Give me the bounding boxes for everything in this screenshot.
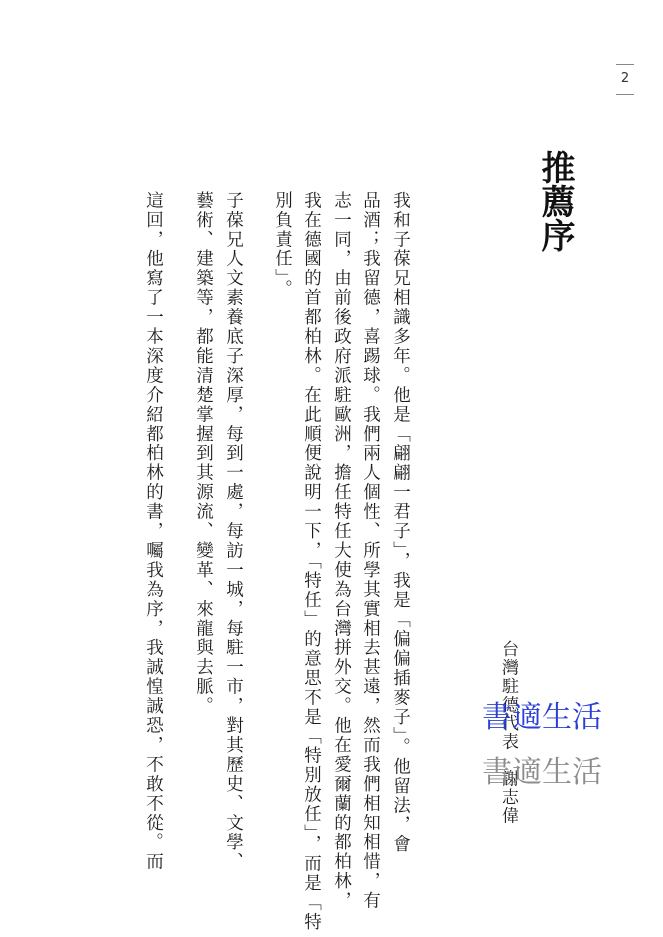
watermark-secondary: 書適生活 (482, 755, 602, 790)
body-line-6: 子葆兄人文素養底子深厚，每到一處，每訪一城，每駐一市，對其歷史、文學、 (223, 191, 244, 872)
body-line-2: 品酒；我留德，喜踢球。我們兩人個性、所學其實相去甚遠，然而我們相知相惜，有 (360, 191, 381, 911)
body-line-7: 藝術、建築等，都能清楚掌握到其源流、變革、來龍與去脈。 (193, 191, 214, 717)
body-line-5: 別負責任」。 (272, 191, 293, 299)
body-line-8: 這回，他寫了一本深度介紹都柏林的書，囑我為序，我誠惶誠恐，不敢不從。而 (143, 191, 164, 872)
page-number-text: 2 (620, 71, 630, 86)
page-number (616, 60, 634, 100)
body-line-4: 我在德國的首都柏林。在此順便說明一下，「特任」的意思不是「特別放任」，而是「特 (301, 191, 322, 933)
page-title: 推薦序 (535, 150, 575, 252)
body-line-3: 志一同，由前後政府派駐歐洲，擔任特任大使為台灣拼外交。他在愛爾蘭的都柏林， (331, 191, 352, 911)
body-line-1: 我和子葆兄相識多年。他是「翩翩一君子」，我是「偏偏插麥子」。他留法，會 (390, 191, 411, 855)
author-byline: 台灣駐德代表 謝志偉 (498, 640, 518, 825)
watermark-primary: 書適生活 (482, 700, 602, 735)
page-number-rule-top (616, 64, 634, 65)
page-number-rule-bottom (616, 94, 634, 95)
